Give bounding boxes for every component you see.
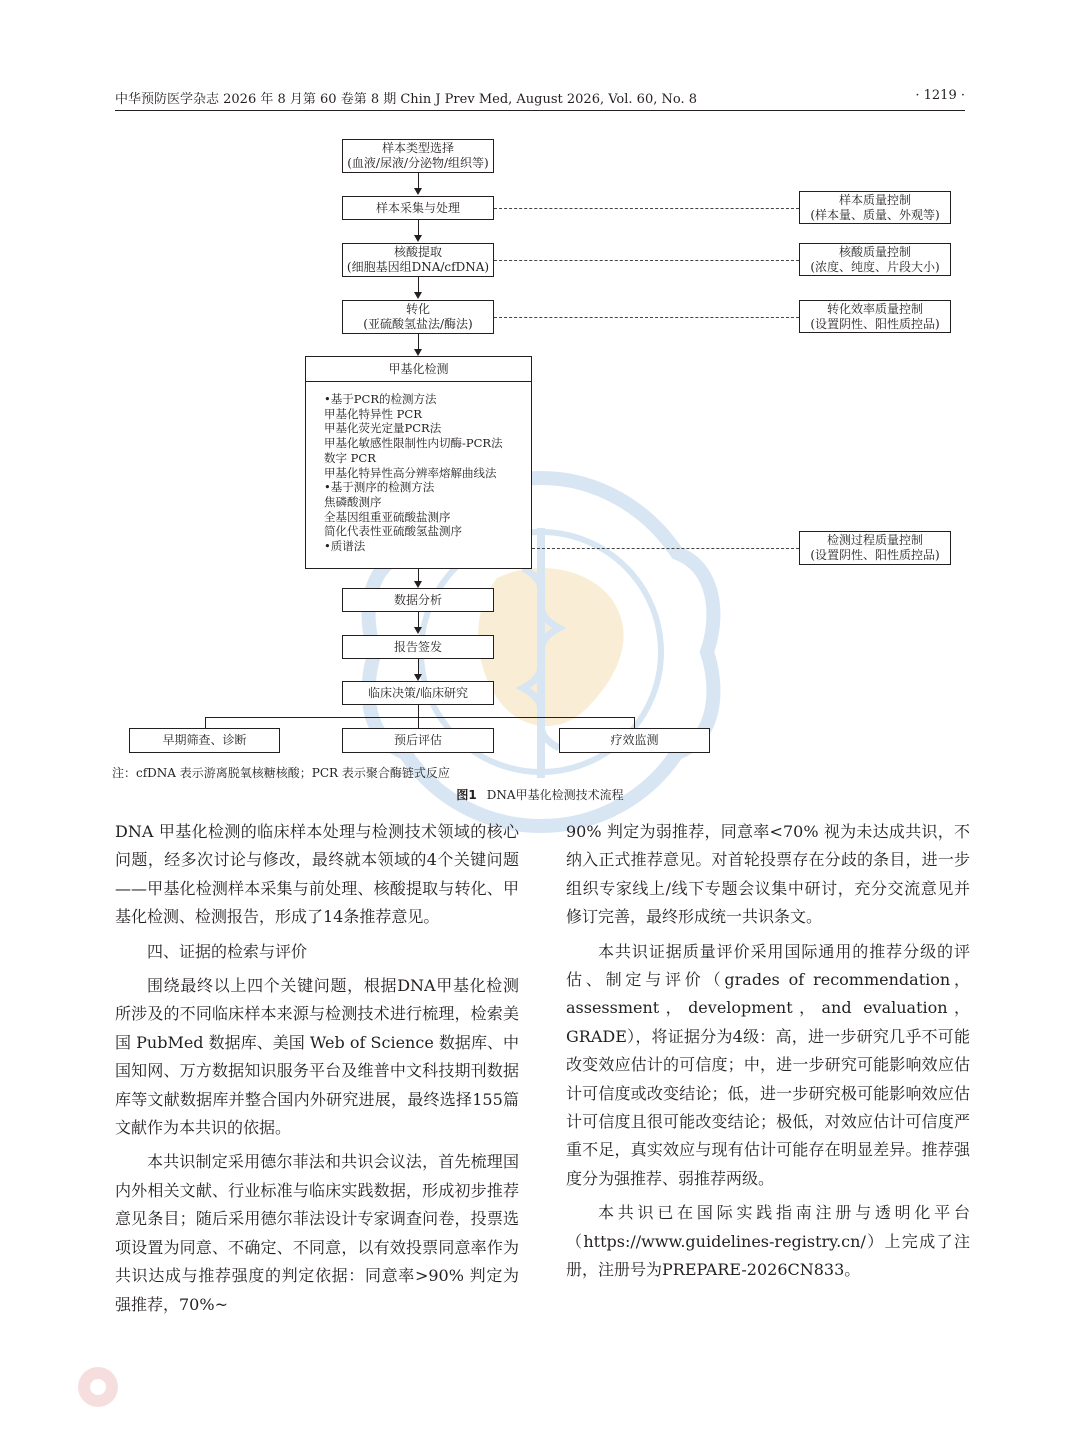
qc-title: 核酸质量控制 bbox=[838, 244, 911, 259]
flow-step-data-analysis bbox=[342, 588, 494, 612]
connector bbox=[418, 705, 419, 717]
figure-caption-text: DNA甲基化检测技术流程 bbox=[486, 788, 624, 802]
qc-sample bbox=[799, 191, 951, 224]
qc-conversion bbox=[799, 300, 951, 333]
flow-step-report bbox=[342, 635, 494, 659]
method-item: •基于测序的检测方法 bbox=[324, 480, 435, 495]
paragraph: 本共识已在国际实践指南注册与透明化平台（https://www.guidelines-registry.cn/）上完成了注册，注册号为PREPARE-2026CN833。 bbox=[566, 1203, 970, 1280]
flow-step-conversion bbox=[342, 300, 494, 334]
outcome-monitoring bbox=[559, 728, 710, 753]
qc-title: 转化效率质量控制 bbox=[826, 301, 923, 316]
step-title: 转化 bbox=[405, 302, 430, 316]
qc-dashed-link bbox=[532, 548, 799, 549]
paragraph: DNA 甲基化检测的临床样本处理与检测技术领域的核心问题，经多次讨论与修改，最终就本领域的4个关键问题——甲基化检测样本采集与前处理、核酸提取与转化、甲基化检测、检测报告，形成了14条推荐意见。 bbox=[115, 822, 519, 927]
step-title: 样本采集与处理 bbox=[375, 200, 460, 215]
qc-detail: (设置阴性、阳性质控品) bbox=[810, 548, 940, 562]
flow-step-collection bbox=[342, 196, 494, 220]
qc-title: 检测过程质量控制 bbox=[826, 533, 923, 547]
paragraph: 本共识制定采用德尔菲法和共识会议法，首先梳理国内外相关文献、行业标准与临床实践数据，形成初步推荐意见条目；随后采用德尔菲法设计专家调查问卷，投票选项设置为同意、不确定、不同意，以有效投票同意率作为共识达成与推荐强度的判定依据：同意率>90% 判定为强推荐，70%~ bbox=[115, 1152, 519, 1314]
qc-dashed-link bbox=[494, 260, 799, 261]
step-title: 临床决策/临床研究 bbox=[367, 685, 469, 700]
step-title: 报告签发 bbox=[393, 639, 442, 654]
connector bbox=[205, 717, 206, 728]
step-detail: (细胞基因组DNA/cfDNA) bbox=[346, 260, 490, 274]
outcome-label: 疗效监测 bbox=[610, 733, 659, 747]
figure-note: 注：cfDNA 表示游离脱氧核糖核酸；PCR 表示聚合酶链式反应 bbox=[112, 766, 450, 780]
outcome-label: 预后评估 bbox=[393, 733, 442, 747]
paragraph: 围绕最终以上四个关键问题，根据DNA甲基化检测所涉及的不同临床样本来源与检测技术进行梳理，检索美国 PubMed 数据库、美国 Web of Science 数据库、中国知网、万方数据知识服务平台及维普中文科技期刊数据库等文献数据库并整合国内外研究进展，最终选择155篇文献作为本共识的依据。 bbox=[115, 976, 519, 1138]
step-title: 数据分析 bbox=[393, 592, 442, 607]
arrow-head bbox=[414, 188, 422, 195]
qc-detection-process bbox=[799, 531, 951, 565]
methylation-title: 甲基化检测 bbox=[306, 357, 531, 382]
arrow-head bbox=[414, 674, 422, 681]
qc-dashed-link bbox=[494, 208, 799, 209]
arrow-head bbox=[414, 627, 422, 634]
method-item: 甲基化荧光定量PCR法 bbox=[324, 421, 442, 436]
step-title: 样本类型选择 bbox=[381, 141, 454, 155]
qc-nucleic-acid bbox=[799, 243, 951, 276]
step-title: 核酸提取 bbox=[393, 245, 442, 259]
connector bbox=[418, 717, 419, 728]
section-heading: 四、证据的检索与评价 bbox=[147, 941, 308, 961]
figure-caption bbox=[0, 786, 1080, 803]
qc-detail: (浓度、纯度、片段大小) bbox=[810, 259, 940, 274]
flow-step-sample-type bbox=[342, 139, 494, 173]
publisher-logo bbox=[68, 1362, 128, 1412]
branch-line bbox=[205, 717, 634, 718]
method-item: •基于PCR的检测方法 bbox=[324, 392, 437, 406]
arrow-head bbox=[414, 349, 422, 356]
body-column-right bbox=[566, 818, 970, 1285]
method-list bbox=[306, 382, 531, 554]
arrow-head bbox=[414, 292, 422, 299]
method-item: 甲基化敏感性限制性内切酶-PCR法 bbox=[324, 436, 503, 451]
method-item: 焦磷酸测序 bbox=[324, 494, 382, 509]
paragraph: 90% 判定为弱推荐，同意率<70% 视为未达成共识，不纳入正式推荐意见。对首轮投票存在分歧的条目，进一步组织专家线上/线下专题会议集中研讨，充分交流意见并修订完善，最终形成统一共识条文。 bbox=[566, 822, 970, 927]
qc-dashed-link bbox=[494, 317, 799, 318]
page-number: · 1219 · bbox=[915, 88, 965, 103]
header-rule bbox=[115, 110, 965, 111]
journal-header: 中华预防医学杂志 2026 年 8 月第 60 卷第 8 期 Chin J Prev Med, August 2026, Vol. 60, No. 8 bbox=[115, 92, 697, 107]
method-item: 甲基化特异性高分辨率熔解曲线法 bbox=[324, 465, 497, 480]
figure-label: 图1 bbox=[456, 788, 477, 802]
qc-detail: (样本量、质量、外观等) bbox=[810, 207, 940, 222]
method-item: •质谱法 bbox=[324, 539, 366, 554]
method-item: 全基因组重亚硫酸盐测序 bbox=[324, 509, 451, 524]
flow-step-clinical-decision bbox=[342, 681, 494, 705]
method-item: 简化代表性亚硫酸氢盐测序 bbox=[324, 524, 462, 539]
outcome-label: 早期筛查、诊断 bbox=[162, 733, 247, 747]
body-column-left bbox=[115, 818, 519, 1319]
paragraph: 本共识证据质量评价采用国际通用的推荐分级的评估、制定与评价（grades of recommendation，assessment，development，and evaluation，GRADE），将证据分为4级：高，进一步研究几乎不可能改变效应估计的可信度；中，进一步研究可能影响效应估计可信度或改变结论；低，进一步研究极可能影响效应估计可信度且很可能改变结论；极低，对效应估计可信度严重不足，真实效应与现有估计可能存在明显差异。推荐强度分为强推荐、弱推荐两级。 bbox=[566, 941, 970, 1188]
qc-detail: (设置阴性、阳性质控品) bbox=[810, 316, 940, 331]
method-item: 数字 PCR bbox=[324, 450, 376, 465]
step-detail: (血液/尿液/分泌物/组织等) bbox=[347, 156, 489, 170]
flow-step-extraction bbox=[342, 243, 494, 277]
step-detail: (亚硫酸氢盐法/酶法) bbox=[363, 317, 473, 331]
method-item: 甲基化特异性 PCR bbox=[324, 406, 422, 421]
outcome-screening bbox=[129, 728, 280, 753]
connector bbox=[634, 717, 635, 728]
qc-title: 样本质量控制 bbox=[838, 192, 911, 207]
outcome-prognosis bbox=[342, 728, 494, 753]
arrow-head bbox=[414, 581, 422, 588]
arrow-head bbox=[414, 235, 422, 242]
methylation-detection-box bbox=[305, 356, 532, 569]
